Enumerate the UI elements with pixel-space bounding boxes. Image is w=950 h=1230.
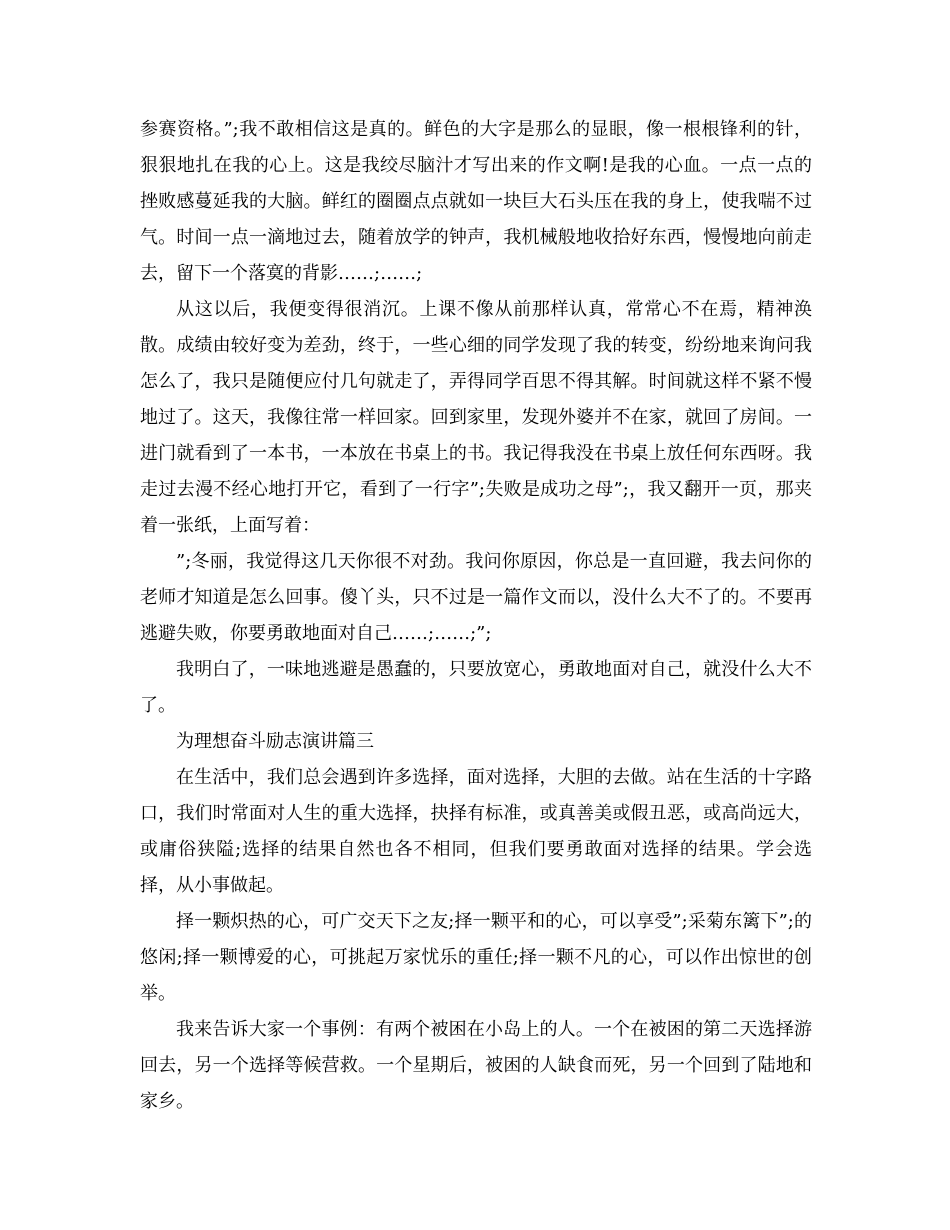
paragraph: 择一颗炽热的心，可广交天下之友;择一颗平和的心，可以享受”;采菊东篱下”;的悠闲;择一颗博爱的心，可挑起万家忧乐的重任;择一颗不凡的心，可以作出惊世的创举。	[140, 911, 812, 1004]
paragraph: 我来告诉大家一个事例：有两个被困在小岛上的人。一个在被困的第二天选择游回去，另一个选择等候营救。一个星期后，被困的人缺食而死，另一个回到了陆地和家乡。	[140, 1019, 812, 1112]
paragraph: 从这以后，我便变得很消沉。上课不像从前那样认真，常常心不在焉，精神涣散。成绩由较好变为差劲，终于，一些心细的同学发现了我的转变，纷纷地来询问我怎么了，我只是随便应付几句就走了，弄得同学百思不得其解。时间就这样不紧不慢地过了。这天，我像往常一样回家。回到家里，发现外婆并不在家，就回了房间。一进门就看到了一本书，一本放在书桌上的书。我记得我没在书桌上放任何东西呀。我走过去漫不经心地打开它，看到了一行字”;失败是成功之母”;，我又翻开一页，那夹着一张纸，上面写着：	[140, 299, 812, 536]
paragraph-letter: ”;冬丽，我觉得这几天你很不对劲。我问你原因，你总是一直回避，我去问你的老师才知道是怎么回事。傻丫头，只不过是一篇作文而以，没什么大不了的。不要再逃避失败，你要勇敢地面对自己……;……;”;	[140, 551, 812, 644]
paragraph: 我明白了，一味地逃避是愚蠢的，只要放宽心，勇敢地面对自己，就没什么大不了。	[140, 659, 812, 716]
section-heading: 为理想奋斗励志演讲篇三	[176, 731, 374, 752]
document-body	[140, 112, 812, 1120]
paragraph-continuation: 参赛资格。”;我不敢相信这是真的。鲜色的大字是那么的显眼，像一根根锋利的针，狠狠地扎在我的心上。这是我绞尽脑汁才写出来的作文啊!是我的心血。一点一点的挫败感蔓延我的大脑。鲜红的圈圈点点就如一块巨大石头压在我的身上，使我喘不过气。时间一点一滴地过去，随着放学的钟声，我机械般地收拾好东西，慢慢地向前走去，留下一个落寞的背影……;……;	[140, 119, 812, 284]
paragraph: 在生活中，我们总会遇到许多选择，面对选择，大胆的去做。站在生活的十字路口，我们时常面对人生的重大选择，抉择有标准，或真善美或假丑恶，或高尚远大，或庸俗狭隘;选择的结果自然也各不相同，但我们要勇敢面对选择的结果。学会选择，从小事做起。	[140, 767, 812, 896]
